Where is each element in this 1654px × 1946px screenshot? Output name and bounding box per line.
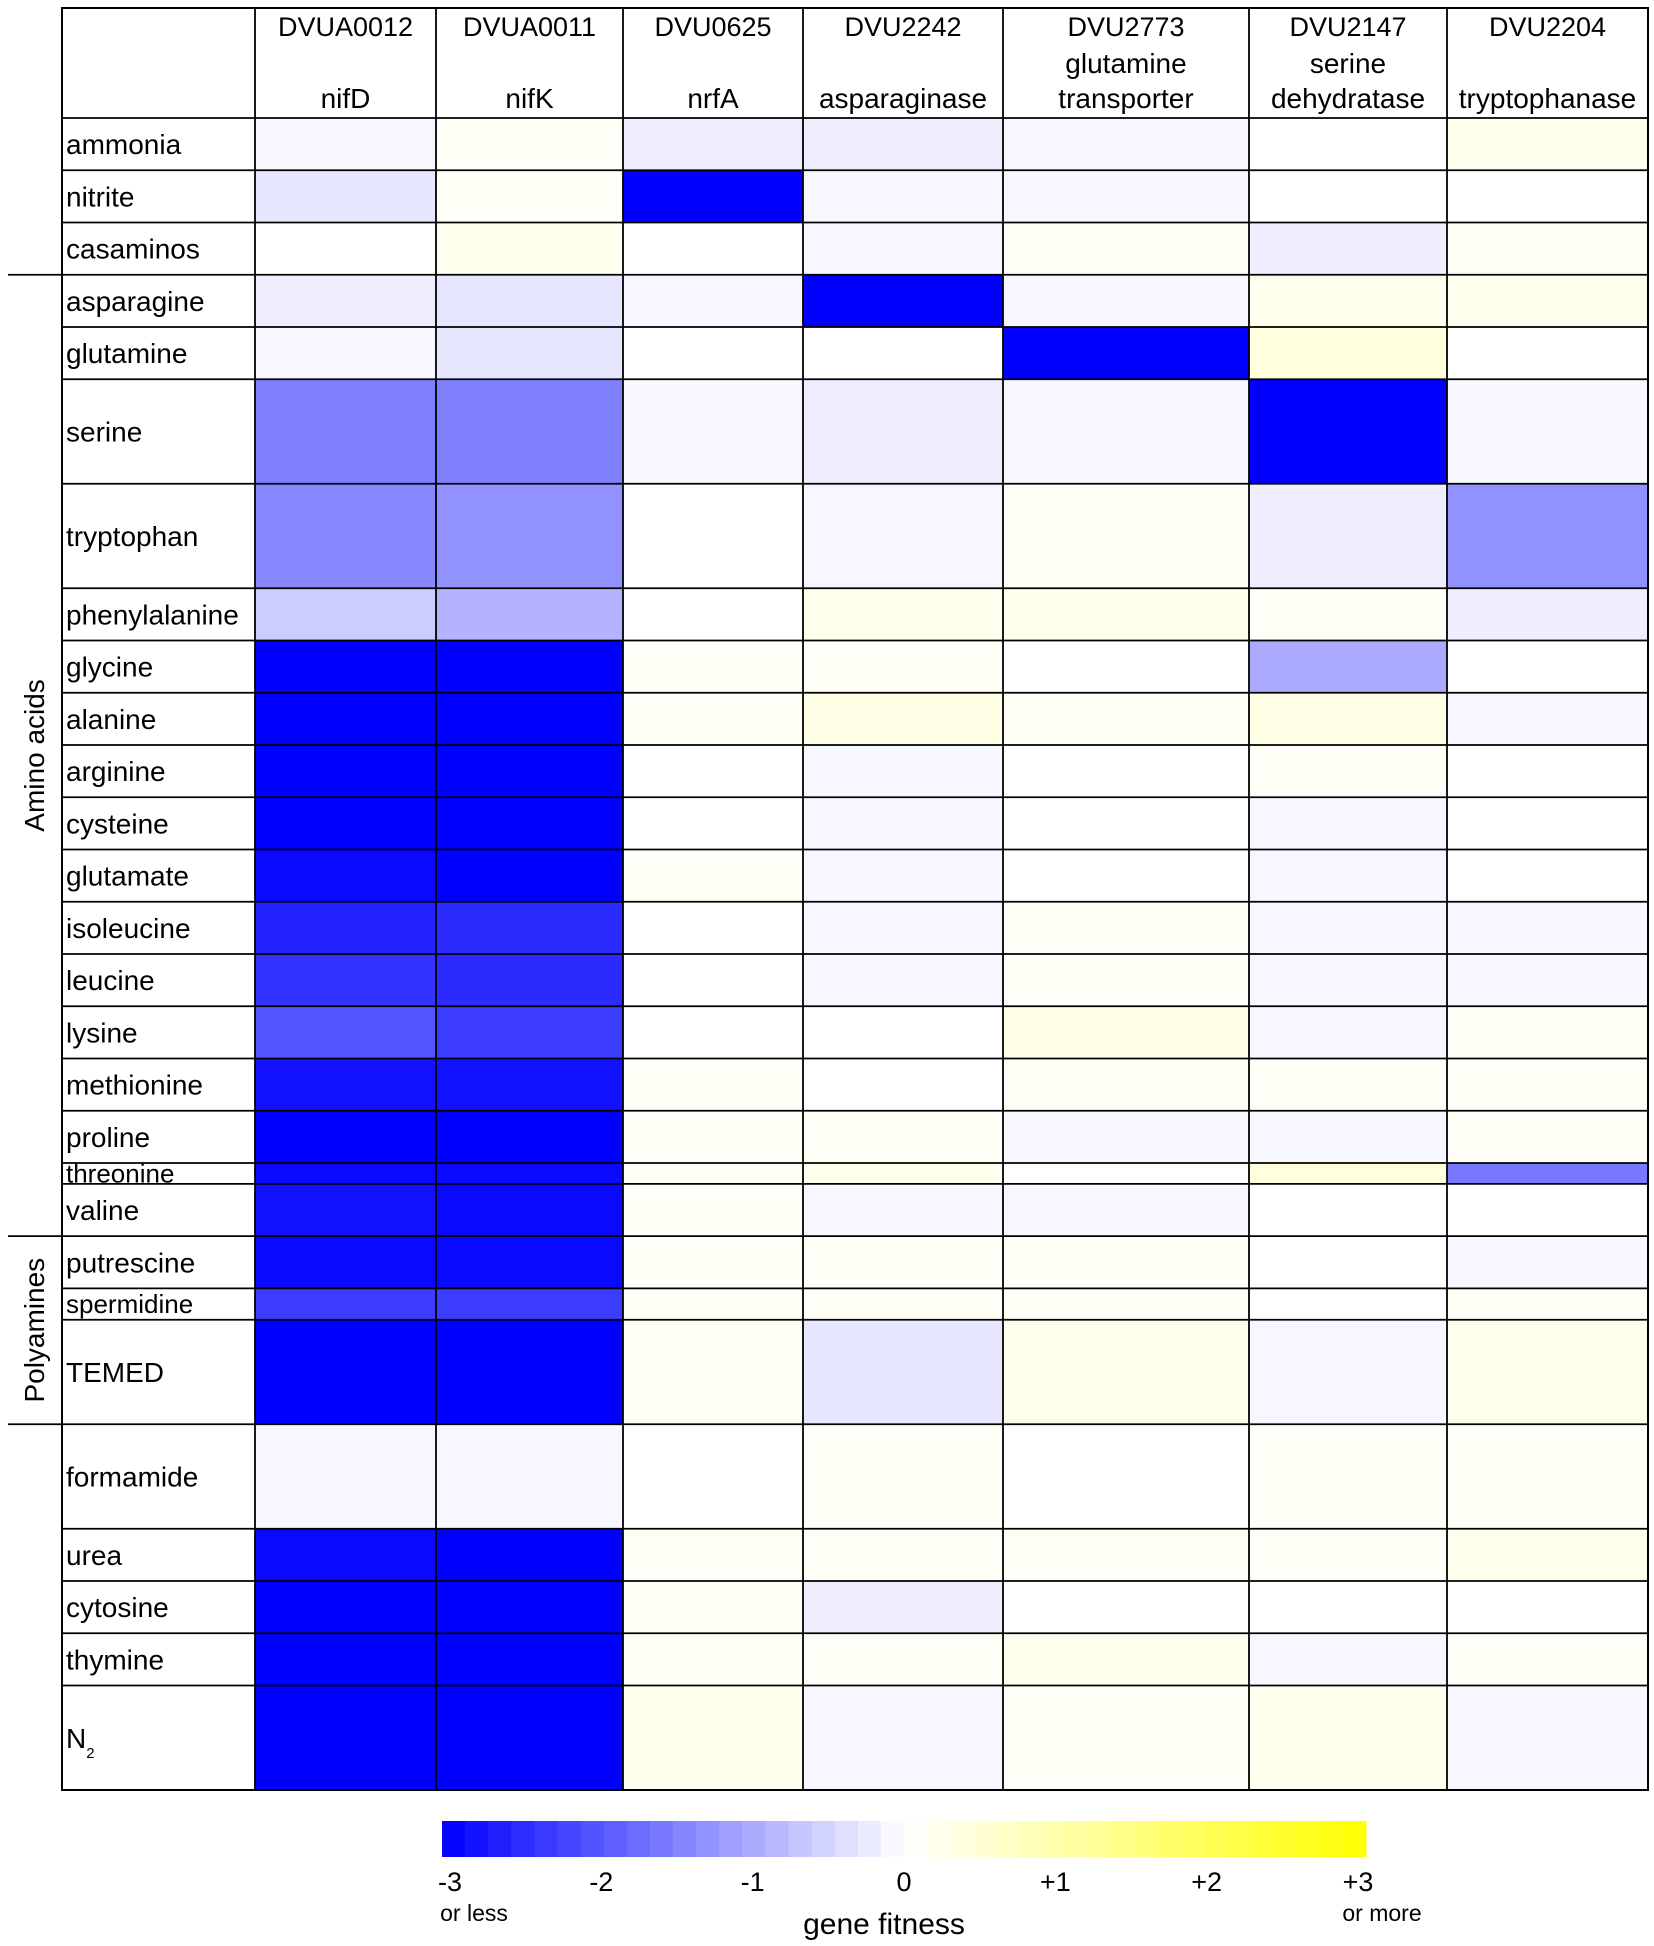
row-label-asparagine: asparagine	[66, 285, 205, 317]
cell-proline-DVU2147	[1249, 1111, 1447, 1163]
cell-tryptophan-DVU2242	[803, 484, 1003, 589]
legend-swatch	[442, 1821, 466, 1857]
legend-swatch	[673, 1821, 697, 1857]
cell-cysteine-DVUA0012	[255, 797, 436, 849]
cell-asparagine-DVUA0012	[255, 275, 436, 327]
group-label-polyamines: Polyamines	[19, 1257, 50, 1403]
cell-lysine-DVUA0011	[436, 1006, 623, 1058]
cell-glutamate-DVU2242	[803, 850, 1003, 902]
row-labels	[66, 129, 239, 1762]
cell-nitrite-DVU2773	[1003, 170, 1249, 222]
cell-tryptophan-DVU0625	[623, 484, 803, 589]
cell-serine-DVU2773	[1003, 379, 1249, 484]
cell-glutamine-DVU2147	[1249, 327, 1447, 379]
cell-putrescine-DVU2204	[1447, 1236, 1648, 1288]
cell-n-DVUA0011	[436, 1686, 623, 1791]
legend-swatch	[1135, 1821, 1159, 1857]
cell-threonine-DVU2204	[1447, 1163, 1648, 1184]
legend-tick-label: -3	[437, 1867, 463, 1897]
cell-serine-DVU2204	[1447, 379, 1648, 484]
cell-arginine-DVU2147	[1249, 745, 1447, 797]
cell-proline-DVUA0012	[255, 1111, 436, 1163]
cell-cytosine-DVUA0011	[436, 1581, 623, 1633]
cell-temed-DVU2204	[1447, 1320, 1648, 1425]
cell-nitrite-DVU2242	[803, 170, 1003, 222]
cell-casaminos-DVU2773	[1003, 223, 1249, 275]
cell-isoleucine-DVU2242	[803, 902, 1003, 954]
legend-tick-label: -2	[589, 1867, 614, 1897]
cell-spermidine-DVUA0011	[436, 1288, 623, 1319]
cell-threonine-DVU2147	[1249, 1163, 1447, 1184]
cell-thymine-DVU2204	[1447, 1633, 1648, 1685]
cell-lysine-DVU2204	[1447, 1006, 1648, 1058]
cell-cytosine-DVU2204	[1447, 1581, 1648, 1633]
cell-putrescine-DVU2242	[803, 1236, 1003, 1288]
cell-thymine-DVU2147	[1249, 1633, 1447, 1685]
cell-ammonia-DVU2147	[1249, 118, 1447, 170]
cell-tryptophan-DVU2147	[1249, 484, 1447, 589]
cell-urea-DVUA0012	[255, 1529, 436, 1581]
row-label-putrescine: putrescine	[66, 1247, 196, 1279]
legend-swatch	[488, 1821, 512, 1857]
cell-asparagine-DVU2242	[803, 275, 1003, 327]
cell-ammonia-DVU2242	[803, 118, 1003, 170]
cell-asparagine-DVU2204	[1447, 275, 1648, 327]
cell-phenylalanine-DVU2242	[803, 588, 1003, 640]
cell-alanine-DVU2773	[1003, 693, 1249, 745]
cell-glycine-DVU2242	[803, 641, 1003, 693]
cell-tryptophan-DVU2773	[1003, 484, 1249, 589]
cell-leucine-DVU2773	[1003, 954, 1249, 1006]
cell-thymine-DVU0625	[623, 1633, 803, 1685]
cell-spermidine-DVU2242	[803, 1288, 1003, 1319]
legend-swatch	[950, 1821, 974, 1857]
cell-glycine-DVUA0011	[436, 641, 623, 693]
row-label-arginine: arginine	[66, 756, 166, 788]
column-id-DVUA0011: DVUA0011	[462, 12, 597, 42]
cell-glutamate-DVU2204	[1447, 850, 1648, 902]
cell-nitrite-DVUA0012	[255, 170, 436, 222]
cell-valine-DVU2773	[1003, 1184, 1249, 1236]
cell-methionine-DVU0625	[623, 1059, 803, 1111]
column-id-DVU2147: DVU2147	[1289, 12, 1407, 42]
color-legend	[438, 1821, 1422, 1941]
cell-cytosine-DVU2773	[1003, 1581, 1249, 1633]
cell-valine-DVUA0012	[255, 1184, 436, 1236]
legend-swatch	[973, 1821, 997, 1857]
cell-n-DVUA0012	[255, 1686, 436, 1791]
cell-ammonia-DVUA0012	[255, 118, 436, 170]
column-name-DVUA0011: nifK	[505, 83, 554, 114]
cell-threonine-DVUA0012	[255, 1163, 436, 1184]
legend-swatch	[904, 1821, 928, 1857]
column-name-DVU2147: dehydratase	[1270, 83, 1426, 114]
cell-glutamate-DVUA0012	[255, 850, 436, 902]
cell-urea-DVU2773	[1003, 1529, 1249, 1581]
cell-isoleucine-DVU0625	[623, 902, 803, 954]
cell-glutamine-DVU0625	[623, 327, 803, 379]
cell-serine-DVUA0011	[436, 379, 623, 484]
cell-arginine-DVUA0011	[436, 745, 623, 797]
legend-swatch	[835, 1821, 859, 1857]
legend-tick-label: -1	[740, 1867, 765, 1897]
legend-max-note: or more	[1342, 1900, 1422, 1926]
cell-lysine-DVU2773	[1003, 1006, 1249, 1058]
cell-phenylalanine-DVU2204	[1447, 588, 1648, 640]
legend-tick-label: +1	[1039, 1867, 1071, 1897]
cell-methionine-DVUA0012	[255, 1059, 436, 1111]
legend-swatch	[1227, 1821, 1251, 1857]
cell-cysteine-DVU2147	[1249, 797, 1447, 849]
cell-casaminos-DVU2242	[803, 223, 1003, 275]
cell-proline-DVU2773	[1003, 1111, 1249, 1163]
cell-serine-DVU2147	[1249, 379, 1447, 484]
cell-casaminos-DVU2204	[1447, 223, 1648, 275]
row-label-serine: serine	[66, 416, 143, 448]
cell-isoleucine-DVUA0011	[436, 902, 623, 954]
legend-swatch	[1158, 1821, 1182, 1857]
cell-leucine-DVU2147	[1249, 954, 1447, 1006]
cell-lysine-DVU0625	[623, 1006, 803, 1058]
legend-swatch	[1320, 1821, 1344, 1857]
row-label-proline: proline	[66, 1121, 151, 1153]
cell-methionine-DVU2204	[1447, 1059, 1648, 1111]
cell-threonine-DVUA0011	[436, 1163, 623, 1184]
cell-nitrite-DVUA0011	[436, 170, 623, 222]
cell-urea-DVU2242	[803, 1529, 1003, 1581]
cell-tryptophan-DVU2204	[1447, 484, 1648, 589]
cell-thymine-DVUA0012	[255, 1633, 436, 1685]
cell-ammonia-DVU0625	[623, 118, 803, 170]
cell-phenylalanine-DVUA0012	[255, 588, 436, 640]
column-id-DVU0625: DVU0625	[654, 12, 772, 42]
legend-swatch	[719, 1821, 743, 1857]
cell-spermidine-DVUA0012	[255, 1288, 436, 1319]
legend-swatch	[1066, 1821, 1090, 1857]
legend-swatch	[627, 1821, 651, 1857]
column-name-DVU2773: transporter	[1058, 83, 1194, 114]
cell-temed-DVUA0011	[436, 1320, 623, 1425]
legend-tick-label: +3	[1342, 1867, 1374, 1897]
row-label-tryptophan: tryptophan	[66, 521, 199, 552]
legend-swatch	[1043, 1821, 1067, 1857]
cell-formamide-DVUA0012	[255, 1424, 436, 1529]
cell-arginine-DVU2242	[803, 745, 1003, 797]
cell-lysine-DVU2242	[803, 1006, 1003, 1058]
row-label-nitrite: nitrite	[66, 181, 135, 213]
legend-min-note: or less	[440, 1900, 508, 1926]
row-label-thymine: thymine	[66, 1644, 165, 1676]
cell-valine-DVU2242	[803, 1184, 1003, 1236]
cell-ammonia-DVU2773	[1003, 118, 1249, 170]
cell-glutamate-DVU0625	[623, 850, 803, 902]
row-label-lysine: lysine	[66, 1017, 138, 1049]
cell-n-DVU2147	[1249, 1686, 1447, 1791]
cell-casaminos-DVU0625	[623, 223, 803, 275]
cell-alanine-DVU2242	[803, 693, 1003, 745]
legend-tick-label: +2	[1191, 1867, 1223, 1897]
cell-cytosine-DVU2147	[1249, 1581, 1447, 1633]
column-name-DVU0625: nrfA	[687, 83, 739, 114]
cell-nitrite-DVU2147	[1249, 170, 1447, 222]
row-label-valine: valine	[66, 1195, 140, 1227]
cell-lysine-DVUA0012	[255, 1006, 436, 1058]
legend-swatch	[1181, 1821, 1205, 1857]
cell-alanine-DVUA0012	[255, 693, 436, 745]
cell-glutamate-DVUA0011	[436, 850, 623, 902]
cell-cysteine-DVUA0011	[436, 797, 623, 849]
cell-leucine-DVUA0011	[436, 954, 623, 1006]
legend-swatch	[581, 1821, 605, 1857]
cell-valine-DVU2204	[1447, 1184, 1648, 1236]
cell-glycine-DVU2147	[1249, 641, 1447, 693]
row-label-isoleucine: isoleucine	[66, 912, 191, 944]
cell-casaminos-DVUA0011	[436, 223, 623, 275]
legend-swatch	[858, 1821, 882, 1857]
cell-arginine-DVUA0012	[255, 745, 436, 797]
row-label-threonine: threonine	[66, 1158, 175, 1189]
cell-putrescine-DVU2773	[1003, 1236, 1249, 1288]
group-label-amino-acids: Amino acids	[19, 679, 50, 832]
cell-cysteine-DVU2773	[1003, 797, 1249, 849]
row-label-phenylalanine: phenylalanine	[66, 599, 239, 631]
cell-formamide-DVU2242	[803, 1424, 1003, 1529]
column-name-DVUA0012: nifD	[320, 83, 371, 114]
cell-valine-DVU2147	[1249, 1184, 1447, 1236]
cell-leucine-DVU2204	[1447, 954, 1648, 1006]
cell-arginine-DVU0625	[623, 745, 803, 797]
cell-cytosine-DVU2242	[803, 1581, 1003, 1633]
cell-formamide-DVU2204	[1447, 1424, 1648, 1529]
cell-phenylalanine-DVU2773	[1003, 588, 1249, 640]
cell-proline-DVU2204	[1447, 1111, 1648, 1163]
legend-swatch	[511, 1821, 535, 1857]
cell-lysine-DVU2147	[1249, 1006, 1447, 1058]
cell-glycine-DVUA0012	[255, 641, 436, 693]
cell-serine-DVUA0012	[255, 379, 436, 484]
cell-threonine-DVU2773	[1003, 1163, 1249, 1184]
cell-nitrite-DVU0625	[623, 170, 803, 222]
cell-methionine-DVU2147	[1249, 1059, 1447, 1111]
cell-proline-DVU0625	[623, 1111, 803, 1163]
legend-swatch	[1297, 1821, 1321, 1857]
group-labels	[19, 679, 50, 1402]
row-label-urea: urea	[66, 1539, 123, 1571]
column-id-DVU2773: DVU2773	[1067, 12, 1185, 42]
cell-phenylalanine-DVU0625	[623, 588, 803, 640]
column-id-DVU2204: DVU2204	[1488, 12, 1607, 42]
row-label-n: $N_2$	[66, 1722, 95, 1762]
cell-glutamine-DVUA0012	[255, 327, 436, 379]
cell-temed-DVU2147	[1249, 1320, 1447, 1425]
column-name-DVU2242: asparaginase	[818, 83, 988, 114]
cell-glutamate-DVU2773	[1003, 850, 1249, 902]
row-label-glutamine: glutamine	[66, 338, 188, 370]
row-label-formamide: formamide	[66, 1461, 199, 1493]
legend-swatch	[534, 1821, 558, 1857]
cell-leucine-DVUA0012	[255, 954, 436, 1006]
cell-formamide-DVUA0011	[436, 1424, 623, 1529]
cell-cysteine-DVU2204	[1447, 797, 1648, 849]
legend-swatch	[558, 1821, 582, 1857]
cell-spermidine-DVU2147	[1249, 1288, 1447, 1319]
cell-asparagine-DVU0625	[623, 275, 803, 327]
cell-arginine-DVU2773	[1003, 745, 1249, 797]
cell-glutamine-DVU2204	[1447, 327, 1648, 379]
cell-formamide-DVU2147	[1249, 1424, 1447, 1529]
cell-serine-DVU0625	[623, 379, 803, 484]
cell-tryptophan-DVUA0012	[255, 484, 436, 589]
cell-putrescine-DVUA0011	[436, 1236, 623, 1288]
row-label-subscript: 2	[86, 1744, 95, 1762]
cell-threonine-DVU2242	[803, 1163, 1003, 1184]
row-label-cytosine: cytosine	[66, 1592, 169, 1624]
cell-asparagine-DVU2773	[1003, 275, 1249, 327]
cell-temed-DVU2773	[1003, 1320, 1249, 1425]
cell-temed-DVU2242	[803, 1320, 1003, 1425]
legend-swatch	[1343, 1821, 1367, 1857]
legend-swatch	[927, 1821, 951, 1857]
cell-cytosine-DVUA0012	[255, 1581, 436, 1633]
cell-threonine-DVU0625	[623, 1163, 803, 1184]
cell-urea-DVUA0011	[436, 1529, 623, 1581]
row-label-glutamate: glutamate	[66, 860, 189, 892]
cell-phenylalanine-DVU2147	[1249, 588, 1447, 640]
cell-phenylalanine-DVUA0011	[436, 588, 623, 640]
cell-tryptophan-DVUA0011	[436, 484, 623, 589]
cell-methionine-DVU2773	[1003, 1059, 1249, 1111]
cell-n-DVU2242	[803, 1686, 1003, 1791]
legend-swatch	[881, 1821, 905, 1857]
column-id-DVUA0012: DVUA0012	[277, 12, 414, 42]
cell-alanine-DVUA0011	[436, 693, 623, 745]
row-label-leucine: leucine	[66, 965, 155, 997]
cell-nitrite-DVU2204	[1447, 170, 1648, 222]
cell-n-DVU0625	[623, 1686, 803, 1791]
row-label-methionine: methionine	[66, 1069, 203, 1101]
cell-cysteine-DVU2242	[803, 797, 1003, 849]
cell-proline-DVU2242	[803, 1111, 1003, 1163]
legend-swatch	[742, 1821, 766, 1857]
row-label-casaminos: casaminos	[66, 233, 200, 265]
cell-glycine-DVU2204	[1447, 641, 1648, 693]
cell-formamide-DVU2773	[1003, 1424, 1249, 1529]
cell-alanine-DVU2147	[1249, 693, 1447, 745]
cell-asparagine-DVUA0011	[436, 275, 623, 327]
cell-glycine-DVU0625	[623, 641, 803, 693]
legend-tick-label: 0	[896, 1867, 912, 1897]
legend-swatch	[696, 1821, 720, 1857]
cell-spermidine-DVU2773	[1003, 1288, 1249, 1319]
cell-isoleucine-DVU2204	[1447, 902, 1648, 954]
cell-cysteine-DVU0625	[623, 797, 803, 849]
column-headers	[278, 12, 1636, 114]
cell-glutamine-DVUA0011	[436, 327, 623, 379]
cell-arginine-DVU2204	[1447, 745, 1648, 797]
cell-thymine-DVU2242	[803, 1633, 1003, 1685]
cell-temed-DVU0625	[623, 1320, 803, 1425]
legend-swatch	[1274, 1821, 1298, 1857]
cell-asparagine-DVU2147	[1249, 275, 1447, 327]
cell-valine-DVU0625	[623, 1184, 803, 1236]
cell-isoleucine-DVU2147	[1249, 902, 1447, 954]
legend-swatch	[789, 1821, 813, 1857]
cell-cytosine-DVU0625	[623, 1581, 803, 1633]
cell-methionine-DVUA0011	[436, 1059, 623, 1111]
cell-casaminos-DVUA0012	[255, 223, 436, 275]
legend-swatch	[1204, 1821, 1228, 1857]
cell-putrescine-DVUA0012	[255, 1236, 436, 1288]
row-label-spermidine: spermidine	[66, 1289, 194, 1320]
legend-title: gene fitness	[803, 1908, 965, 1941]
cell-ammonia-DVUA0011	[436, 118, 623, 170]
legend-swatch	[1251, 1821, 1275, 1857]
row-label-glycine: glycine	[66, 651, 154, 683]
cell-methionine-DVU2242	[803, 1059, 1003, 1111]
cell-n-DVU2773	[1003, 1686, 1249, 1791]
legend-swatch	[1112, 1821, 1136, 1857]
legend-swatch	[604, 1821, 628, 1857]
legend-swatch	[812, 1821, 836, 1857]
row-label-cysteine: cysteine	[66, 808, 169, 840]
legend-swatch	[1020, 1821, 1044, 1857]
cell-urea-DVU0625	[623, 1529, 803, 1581]
cell-glutamate-DVU2147	[1249, 850, 1447, 902]
legend-swatch	[765, 1821, 789, 1857]
cell-alanine-DVU0625	[623, 693, 803, 745]
cell-serine-DVU2242	[803, 379, 1003, 484]
cell-proline-DVUA0011	[436, 1111, 623, 1163]
row-label-ammonia: ammonia	[66, 129, 182, 161]
cell-glutamine-DVU2773	[1003, 327, 1249, 379]
cell-putrescine-DVU0625	[623, 1236, 803, 1288]
cell-thymine-DVUA0011	[436, 1633, 623, 1685]
row-label-temed: TEMED	[66, 1357, 164, 1388]
legend-swatch	[650, 1821, 674, 1857]
cell-ammonia-DVU2204	[1447, 118, 1648, 170]
cell-putrescine-DVU2147	[1249, 1236, 1447, 1288]
cell-temed-DVUA0012	[255, 1320, 436, 1425]
cell-isoleucine-DVUA0012	[255, 902, 436, 954]
cell-glutamine-DVU2242	[803, 327, 1003, 379]
cell-spermidine-DVU2204	[1447, 1288, 1648, 1319]
legend-swatch	[465, 1821, 489, 1857]
cell-casaminos-DVU2147	[1249, 223, 1447, 275]
cell-valine-DVUA0011	[436, 1184, 623, 1236]
cell-glycine-DVU2773	[1003, 641, 1249, 693]
cell-isoleucine-DVU2773	[1003, 902, 1249, 954]
cell-leucine-DVU2242	[803, 954, 1003, 1006]
column-name-DVU2204: tryptophanase	[1458, 83, 1637, 114]
row-label-alanine: alanine	[66, 703, 157, 735]
legend-swatch	[1089, 1821, 1113, 1857]
cell-n-DVU2204	[1447, 1686, 1648, 1791]
cell-urea-DVU2204	[1447, 1529, 1648, 1581]
cell-leucine-DVU0625	[623, 954, 803, 1006]
cell-thymine-DVU2773	[1003, 1633, 1249, 1685]
cell-alanine-DVU2204	[1447, 693, 1648, 745]
column-name-DVU2773: glutamine	[1065, 48, 1187, 79]
cell-formamide-DVU0625	[623, 1424, 803, 1529]
legend-swatch	[996, 1821, 1020, 1857]
cell-urea-DVU2147	[1249, 1529, 1447, 1581]
column-name-DVU2147: serine	[1309, 48, 1387, 79]
cell-spermidine-DVU0625	[623, 1288, 803, 1319]
column-id-DVU2242: DVU2242	[844, 12, 962, 42]
